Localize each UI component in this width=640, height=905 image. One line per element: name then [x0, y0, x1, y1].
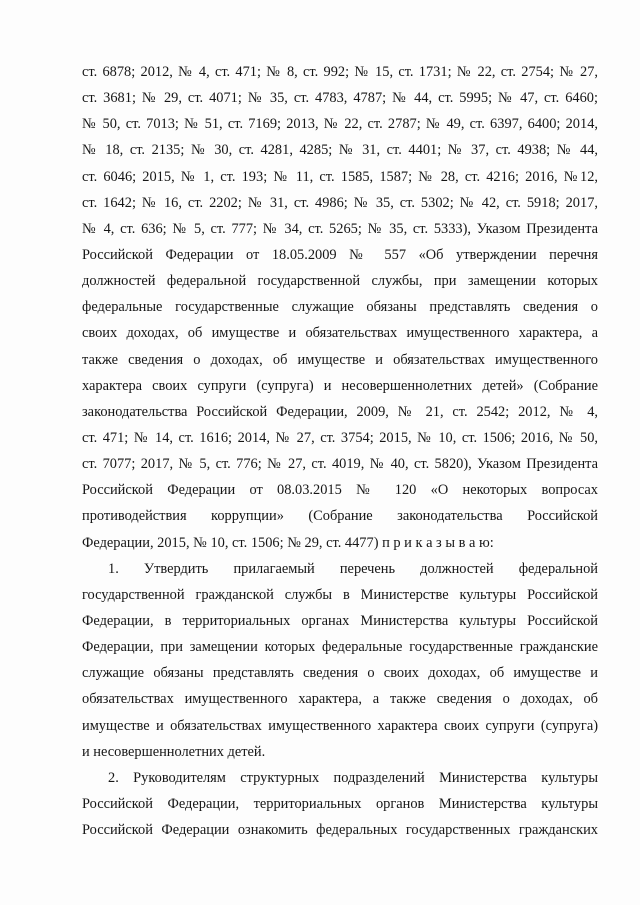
text-line: противодействия коррупции» (Собрание законодательства Российской — [82, 508, 598, 525]
text-line: своих доходах, об имуществе и обязательствах имущественного характера, а — [82, 325, 598, 342]
paragraph-legal-basis — [82, 59, 598, 556]
text-line: государственной гражданской службы в Министерстве культуры Российской — [82, 586, 598, 603]
text-line: ст. 6046; 2015, № 1, ст. 193; № 11, ст. 1585, 1587; № 28, ст. 4216; 2016, №12, — [82, 168, 598, 185]
text-line: ст. 3681; № 29, ст. 4071; № 35, ст. 4783, 4787; № 44, ст. 5995; № 47, ст. 6460; — [82, 90, 598, 107]
text-line: Российской Федерации, территориальных органов Министерства культуры — [82, 795, 598, 812]
text-line: ст. 471; № 14, ст. 1616; 2014, № 27, ст. 3754; 2015, № 10, ст. 1506; 2016, № 50, — [82, 429, 598, 446]
text-line: 1. Утвердить прилагаемый перечень должностей федеральной — [108, 560, 598, 577]
text-line: Российской Федерации от 18.05.2009 № 557 «Об утверждении перечня — [82, 246, 598, 263]
text-line: Федерации, 2015, № 10, ст. 1506; № 29, ст. 4477) п р и к а з ы в а ю: — [82, 534, 494, 551]
text-line: также сведения о доходах, об имуществе и обязательствах имущественного — [82, 351, 598, 368]
text-line: Российской Федерации от 08.03.2015 № 120 «О некоторых вопросах — [82, 482, 598, 499]
text-line: служащие обязаны представлять сведения о своих доходах, об имуществе и — [82, 665, 598, 682]
text-line: законодательства Российской Федерации, 2009, № 21, ст. 2542; 2012, № 4, — [82, 403, 598, 420]
paragraph-item-1 — [82, 556, 598, 765]
text-line: и несовершеннолетних детей. — [82, 743, 266, 760]
text-line: ст. 1642; № 16, ст. 2202; № 31, ст. 4986; № 35, ст. 5302; № 42, ст. 5918; 2017, — [82, 194, 598, 211]
text-line: № 4, ст. 636; № 5, ст. 777; № 34, ст. 5265; № 35, ст. 5333), Указом Президента — [82, 220, 598, 237]
text-line: ст. 7077; 2017, № 5, ст. 776; № 27, ст. 4019, № 40, ст. 5820), Указом Президента — [82, 456, 598, 473]
text-line: ст. 6878; 2012, № 4, ст. 471; № 8, ст. 992; № 15, ст. 1731; № 22, ст. 2754; № 27, — [82, 64, 598, 80]
text-line: 2. Руководителям структурных подразделений Министерства культуры — [108, 769, 598, 786]
text-line: Федерации, в территориальных органах Министерства культуры Российской — [82, 612, 598, 629]
text-line: федеральные государственные служащие обязаны представлять сведения о — [82, 299, 598, 316]
text-line: Федерации, при замещении которых федеральные государственные гражданские — [82, 639, 598, 656]
text-line: № 50, ст. 7013; № 51, ст. 7169; 2013, № 22, ст. 2787; № 49, ст. 6397, 6400; 2014, — [82, 116, 598, 133]
document-body — [82, 59, 598, 843]
text-line: № 18, ст. 2135; № 30, ст. 4281, 4285; № 31, ст. 4401; № 37, ст. 4938; № 44, — [82, 142, 598, 159]
text-line: имуществе и обязательствах имущественного характера своих супруги (супруга) — [82, 717, 598, 734]
text-line: характера своих супруги (супруга) и несовершеннолетних детей» (Собрание — [82, 377, 598, 394]
text-line: должностей федеральной государственной службы, при замещении которых — [82, 273, 598, 290]
paragraph-item-2 — [82, 765, 598, 843]
text-line: Российской Федерации ознакомить федеральных государственных гражданских — [82, 822, 598, 839]
text-line: обязательствах имущественного характера, а также сведения о доходах, об — [82, 691, 598, 708]
